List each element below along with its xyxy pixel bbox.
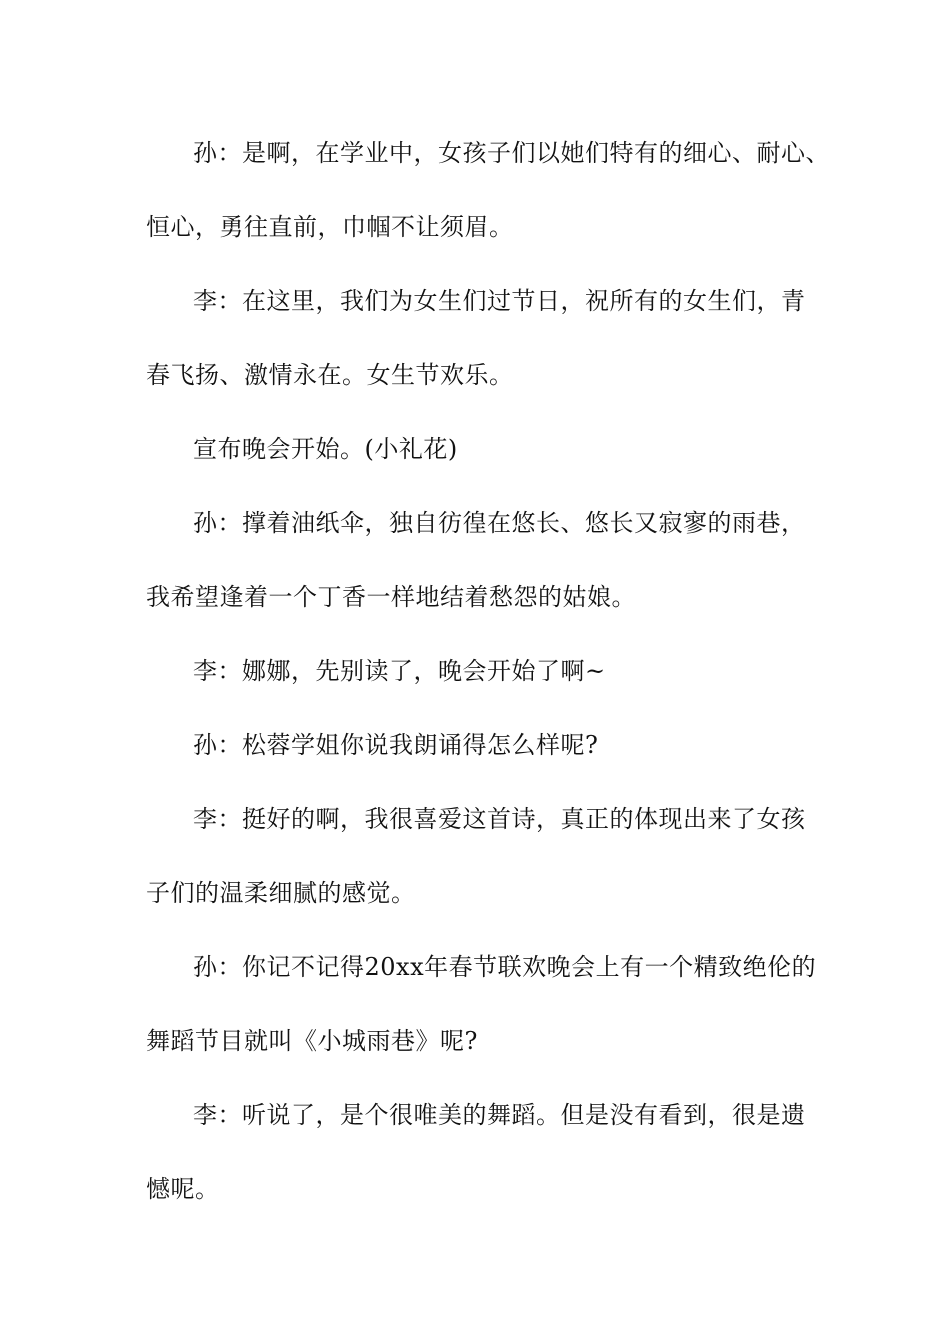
paragraph-line: 我希望逢着一个丁香一样地结着愁怨的姑娘。 [146, 583, 636, 611]
paragraph-line: 恒心，勇往直前，巾帼不让须眉。 [146, 213, 514, 241]
paragraph-line: 李：娜娜，先别读了，晚会开始了啊~ [193, 657, 606, 685]
paragraph-line: 李：听说了，是个很唯美的舞蹈。但是没有看到，很是遗 [193, 1101, 806, 1129]
paragraph-line: 李：挺好的啊，我很喜爱这首诗，真正的体现出来了女孩 [193, 805, 806, 833]
paragraph-line: 憾呢。 [146, 1175, 220, 1203]
paragraph-line: 李：在这里，我们为女生们过节日，祝所有的女生们，青 [193, 287, 806, 315]
paragraph-line: 孙：撑着油纸伞，独自彷徨在悠长、悠长又寂寥的雨巷， [193, 509, 806, 537]
paragraph-line: 舞蹈节目就叫《小城雨巷》呢? [146, 1027, 478, 1055]
paragraph-line: 孙：你记不记得20xx年春节联欢晚会上有一个精致绝伦的 [193, 953, 817, 981]
paragraph-line: 宣布晚会开始。(小礼花) [193, 435, 458, 463]
paragraph-line: 春飞扬、激情永在。女生节欢乐。 [146, 361, 514, 389]
paragraph-line: 子们的温柔细腻的感觉。 [146, 879, 416, 907]
paragraph-line: 孙：松蓉学姐你说我朗诵得怎么样呢? [193, 731, 599, 759]
paragraph-line: 孙：是啊，在学业中，女孩子们以她们特有的细心、耐心、 [193, 139, 830, 167]
